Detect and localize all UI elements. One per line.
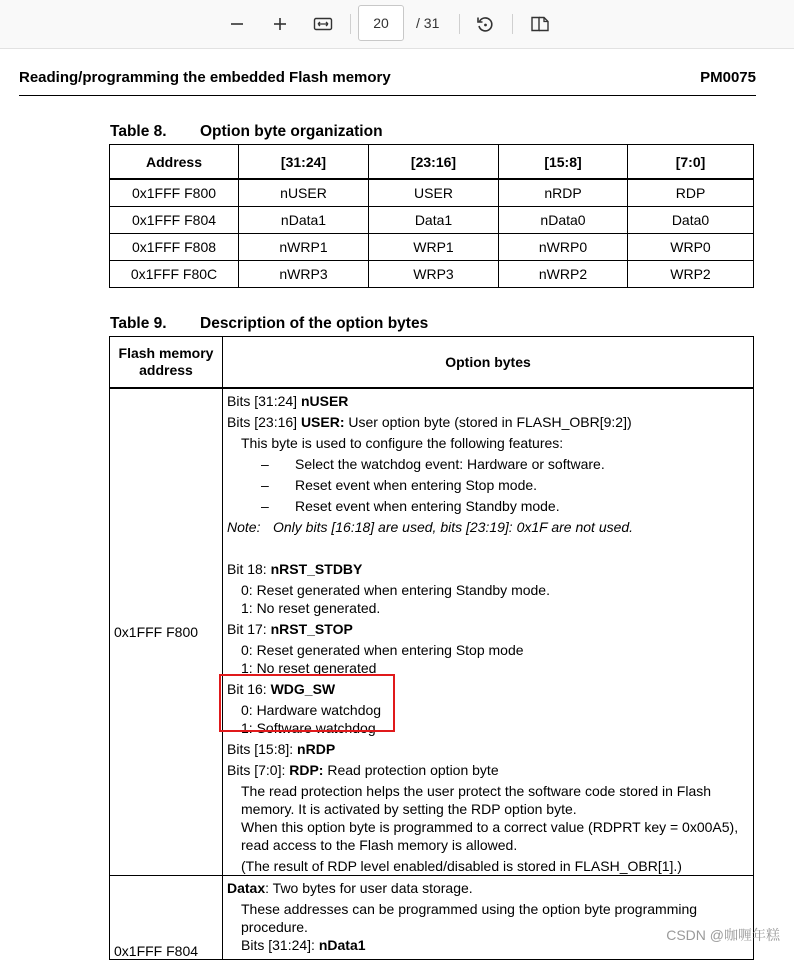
table-cell: Data1 xyxy=(369,207,499,234)
option-bytes-description-table xyxy=(109,336,754,960)
page-total: / 31 xyxy=(416,15,440,31)
table-header-row xyxy=(110,337,754,389)
column-header: [15:8] xyxy=(499,145,628,180)
toolbar-separator xyxy=(459,14,460,34)
table-cell: 0x1FFF F800 xyxy=(110,179,239,207)
field-name: nData1 xyxy=(318,937,366,953)
text: Reset event when entering Stop mode. xyxy=(295,477,538,493)
paragraph-line: memory. It is activated by setting the RDP option byte. xyxy=(241,801,577,817)
fit-width-button[interactable] xyxy=(308,8,338,40)
field-name: USER: xyxy=(300,414,345,430)
fit-width-icon xyxy=(313,16,333,32)
header-line: address xyxy=(139,362,193,378)
bits-23-16-line xyxy=(227,413,749,434)
table-cell: WRP0 xyxy=(628,234,754,261)
note-label: Note: xyxy=(227,519,261,535)
address-cell: 0x1FFF F804 xyxy=(110,876,223,960)
note-text: Only bits [16:18] are used, bits [23:19]: 0x1F are not used. xyxy=(273,519,634,535)
zoom-out-button[interactable] xyxy=(222,8,252,40)
spacer xyxy=(227,539,749,560)
paragraph-line: read access to the Flash memory is allowed. xyxy=(241,837,518,853)
table-cell: WRP1 xyxy=(369,234,499,261)
table9-caption-text: Description of the option bytes xyxy=(200,315,429,332)
table-cell: USER xyxy=(369,179,499,207)
table8-caption-text: Option byte organization xyxy=(200,123,383,140)
table-row xyxy=(110,179,754,207)
paragraph-line: procedure. xyxy=(241,919,308,935)
dash-bullet: – xyxy=(261,477,269,493)
rotate-button[interactable] xyxy=(470,8,500,40)
list-item xyxy=(227,476,749,497)
bits-7-0-line xyxy=(227,761,749,782)
text: Bits [31:24]: xyxy=(241,937,319,953)
table-cell: WRP2 xyxy=(628,261,754,288)
address-cell: 0x1FFF F800 xyxy=(110,388,223,876)
field-name: nRST_STDBY xyxy=(270,561,363,577)
column-header: [7:0] xyxy=(628,145,754,180)
table-header-row xyxy=(110,145,754,180)
table-row xyxy=(110,261,754,288)
page-number-input[interactable]: 20 xyxy=(358,5,404,41)
table-cell: nUSER xyxy=(239,179,369,207)
value-line: 0: Hardware watchdog xyxy=(241,702,382,718)
table-cell: nWRP1 xyxy=(239,234,369,261)
paragraph-line: (The result of RDP level enabled/disabled is stored in FLASH_OBR[1].) xyxy=(241,858,682,874)
text: Bit 16: xyxy=(227,681,271,697)
table9-caption-number: Table 9. xyxy=(110,315,167,332)
field-name: nUSER xyxy=(300,393,349,409)
dash-bullet: – xyxy=(261,498,269,514)
table8-caption-number: Table 8. xyxy=(110,123,167,140)
option-byte-organization-table xyxy=(109,144,754,288)
table8-caption xyxy=(110,123,383,141)
plus-icon xyxy=(272,16,288,32)
table-cell: nData0 xyxy=(499,207,628,234)
description-cell xyxy=(223,876,754,960)
field-name: WDG_SW xyxy=(270,681,336,697)
field-name: RDP: xyxy=(289,762,324,778)
page-view-icon xyxy=(530,15,550,33)
bits-15-8-line xyxy=(227,740,749,761)
toolbar-separator xyxy=(512,14,513,34)
highlight-box xyxy=(219,674,395,732)
value-line: 1: No reset generated. xyxy=(241,600,381,616)
list-item xyxy=(227,497,749,518)
paragraph-line: When this option byte is programmed to a correct value (RDPRT key = 0x00A5), xyxy=(241,819,739,835)
note xyxy=(227,518,749,539)
column-header: [23:16] xyxy=(369,145,499,180)
table-cell: nRDP xyxy=(499,179,628,207)
text: Bits [7:0]: xyxy=(227,762,290,778)
table-row xyxy=(110,207,754,234)
field-name: nRDP xyxy=(297,741,336,757)
watermark: CSDN @咖喱年糕 xyxy=(666,927,780,943)
dash-bullet: – xyxy=(261,456,269,472)
page-view-button[interactable] xyxy=(525,8,555,40)
table-cell: nWRP3 xyxy=(239,261,369,288)
table-cell: 0x1FFF F804 xyxy=(110,207,239,234)
value-line: 1: No reset generated xyxy=(241,660,377,676)
column-header: [31:24] xyxy=(239,145,369,180)
minus-icon xyxy=(229,16,245,32)
value-line: 0: Reset generated when entering Standby mode. xyxy=(241,582,550,598)
text: Select the watchdog event: Hardware or software. xyxy=(295,456,605,472)
table9-caption xyxy=(110,315,428,333)
text: Bits [23:16] xyxy=(227,414,301,430)
table-cell: 0x1FFF F80C xyxy=(110,261,239,288)
table-cell: RDP xyxy=(628,179,754,207)
description-cell xyxy=(223,388,754,876)
table-cell: nData1 xyxy=(239,207,369,234)
text: Bit 18: xyxy=(227,561,271,577)
pdf-toolbar xyxy=(0,0,794,49)
table-cell: Data0 xyxy=(628,207,754,234)
header-line: Flash memory xyxy=(118,345,214,361)
text: Read protection option byte xyxy=(323,762,499,778)
table-row xyxy=(110,234,754,261)
text: Bits [15:8]: xyxy=(227,741,298,757)
paragraph-line: These addresses can be programmed using the option byte programming xyxy=(241,901,698,917)
table-cell: 0x1FFF F808 xyxy=(110,234,239,261)
datax-line xyxy=(227,879,749,900)
value-line: 0: Reset generated when entering Stop mode xyxy=(241,642,524,658)
field-name: nRST_STOP xyxy=(270,621,353,637)
paragraph-line: The read protection helps the user protect the software code stored in Flash xyxy=(241,783,712,799)
column-header: Address xyxy=(110,145,239,180)
table-cell: WRP3 xyxy=(369,261,499,288)
zoom-in-button[interactable] xyxy=(265,8,295,40)
field-name: Datax xyxy=(227,880,266,896)
doc-header-title: Reading/programming the embedded Flash memory xyxy=(19,69,391,86)
text: Bit 17: xyxy=(227,621,271,637)
text: Bits [31:24] xyxy=(227,393,301,409)
column-header-option-bytes: Option bytes xyxy=(223,337,754,389)
doc-header-code: PM0075 xyxy=(700,69,756,86)
table-row xyxy=(110,388,754,876)
text: Reset event when entering Standby mode. xyxy=(295,498,560,514)
text: : Two bytes for user data storage. xyxy=(265,880,473,896)
table-cell: nWRP0 xyxy=(499,234,628,261)
table-row xyxy=(110,876,754,960)
header-rule xyxy=(19,95,756,96)
bit17-line xyxy=(227,620,749,641)
bits-31-24-line xyxy=(227,392,749,413)
value-line: 1: Software watchdog xyxy=(241,720,376,736)
bit18-line xyxy=(227,560,749,581)
rotate-icon xyxy=(475,14,495,34)
column-header-address xyxy=(110,337,223,389)
table-cell: nWRP2 xyxy=(499,261,628,288)
paragraph: This byte is used to configure the following features: xyxy=(241,435,564,451)
text: User option byte (stored in FLASH_OBR[9:2]) xyxy=(344,414,632,430)
list-item xyxy=(227,455,749,476)
toolbar-separator xyxy=(350,14,351,34)
